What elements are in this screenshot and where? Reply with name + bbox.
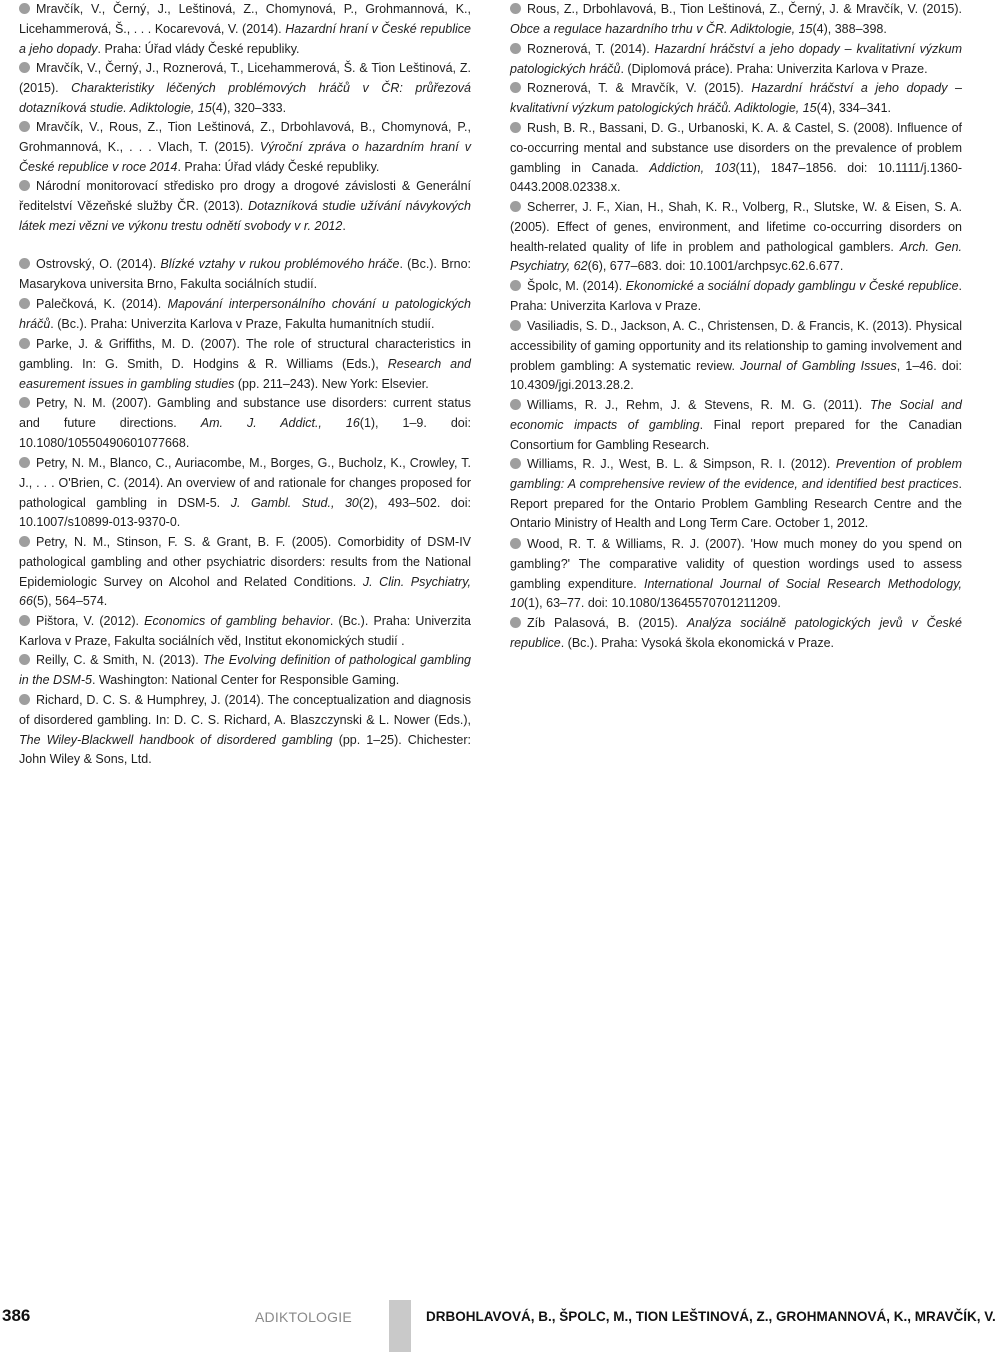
reference-entry <box>510 79 962 119</box>
bullet-dot-icon <box>19 62 30 73</box>
reference-text: Petry, N. M., Blanco, C., Auriacombe, M., Borges, G., Bucholz, K., Crowley, T. J., . . . O'Brien, C. (2014). An overview of and rationale for changes proposed for pathological gambling in DSM-5. J. Gambl. Stud., 30(2), 493–502. doi: 10.1007/s10899-013-9370-0. <box>19 456 471 530</box>
reference-text: Špolc, M. (2014). Ekonomické a sociální dopady gamblingu v České republice. Praha: Univerzita Karlova v Praze. <box>510 279 963 313</box>
reference-entry <box>510 198 962 277</box>
reference-text: Parke, J. & Griffiths, M. D. (2007). The role of structural characteristics in gambling. In: G. Smith, D. Hodgins & R. Williams (Eds.), Research and easurement issues in gambling studies (pp. 211–243). New York: Elsevier. <box>19 337 472 391</box>
bullet-dot-icon <box>510 3 521 14</box>
bullet-dot-icon <box>510 122 521 133</box>
reference-text: Mravčík, V., Černý, J., Roznerová, T., Licehammerová, Š. & Tion Leštinová, Z. (2015). Charakteristiky léčených problémových hráčů v ČR: průřezová dotazníková studie. Adiktologie, 15(4), 320–333. <box>19 61 471 115</box>
bullet-dot-icon <box>19 397 30 408</box>
reference-entry <box>19 255 471 295</box>
bullet-dot-icon <box>510 201 521 212</box>
reference-entry <box>19 118 471 177</box>
reference-entry <box>510 396 962 455</box>
reference-text: Palečková, K. (2014). Mapování interpersonálního chování u patologických hráčů. (Bc.). Praha: Univerzita Karlova v Praze, Fakulta humanitních studií. <box>19 297 471 331</box>
journal-name: ADIKTOLOGIE <box>255 1309 352 1325</box>
bullet-dot-icon <box>510 280 521 291</box>
bullet-dot-icon <box>19 121 30 132</box>
reference-entry <box>19 0 471 59</box>
bullet-dot-icon <box>510 43 521 54</box>
bullet-dot-icon <box>510 399 521 410</box>
reference-text: Richard, D. C. S. & Humphrey, J. (2014). The conceptualization and diagnosis of disordered gambling. In: D. C. S. Richard, A. Blaszczynski & L. Nower (Eds.), The Wiley-Blackwell handbook of disordered gambling (pp. 1–25). Chichester: John Wiley & Sons, Ltd. <box>19 693 471 767</box>
page-number: 386 <box>2 1306 31 1325</box>
bullet-dot-icon <box>19 694 30 705</box>
reference-text: Rous, Z., Drbohlavová, B., Tion Leštinová, Z., Černý, J. & Mravčík, V. (2015). Obce a regulace hazardního trhu v ČR. Adiktologie, 15(4), 388–398. <box>510 2 962 36</box>
reference-text: Ostrovský, O. (2014). Blízké vztahy v rukou problémového hráče. (Bc.). Brno: Masarykova universita Brno, Fakulta sociálních studií. <box>19 257 471 291</box>
reference-text: Rush, B. R., Bassani, D. G., Urbanoski, K. A. & Castel, S. (2008). Influence of co-occurring mental and substance use disorders on the prevalence of problem gambling in Canada. Addiction, 103(11), 1847–1856. doi: 10.1111/j.1360-0443.2008.02338.x. <box>510 121 962 195</box>
bullet-dot-icon <box>510 458 521 469</box>
reference-entry <box>510 0 962 40</box>
bullet-dot-icon <box>510 320 521 331</box>
reference-text: Roznerová, T. (2014). Hazardní hráčství a jeho dopady – kvalitativní výzkum patologických hráčů. (Diplomová práce). Praha: Univerzita Karlova v Praze. <box>510 42 962 76</box>
reference-entry <box>510 40 962 80</box>
bullet-dot-icon <box>19 258 30 269</box>
bullet-dot-icon <box>19 180 30 191</box>
reference-text: Mravčík, V., Černý, J., Leštinová, Z., Chomynová, P., Grohmannová, K., Licehammerová, Š., . . . Kocarevová, V. (2014). Hazardní hraní v České republice a jeho dopady. Praha: Úřad vlády České republiky. <box>19 2 471 56</box>
bullet-dot-icon <box>19 536 30 547</box>
reference-entry <box>19 295 471 335</box>
reference-entry <box>510 119 962 198</box>
bullet-dot-icon <box>510 82 521 93</box>
page-footer <box>0 1280 996 1352</box>
footer-divider <box>389 1300 411 1352</box>
reference-entry <box>510 277 962 317</box>
bullet-dot-icon <box>510 617 521 628</box>
bullet-dot-icon <box>19 3 30 14</box>
reference-entry <box>19 454 471 533</box>
reference-text: Reilly, C. & Smith, N. (2013). The Evolving definition of pathological gambling in the DSM-5. Washington: National Center for Responsible Gaming. <box>19 653 471 687</box>
reference-text: Mravčík, V., Rous, Z., Tion Leštinová, Z., Drbohlavová, B., Chomynová, P., Grohmannová, K., . . . Vlach, T. (2015). Výroční zpráva o hazardním hraní v České republice v roce 2014. Praha: Úřad vlády České republiky. <box>19 120 471 174</box>
reference-entry <box>19 177 471 236</box>
reference-text: Zíb Palasová, B. (2015). Analýza sociálně patologických jevů v České republice. (Bc.). Praha: Vysoká škola ekonomická v Praze. <box>510 616 963 650</box>
reference-entry <box>19 335 471 394</box>
reference-entry <box>510 317 962 396</box>
bullet-dot-icon <box>19 298 30 309</box>
reference-text: Wood, R. T. & Williams, R. J. (2007). 'How much money do you spend on gambling?' The comparative validity of question wordings used to assess gambling expenditure. International Journal of Social Research Methodology, 10(1), 63–77. doi: 10.1080/13645570701211209. <box>510 537 962 611</box>
reference-entry <box>510 455 962 534</box>
reference-text: Scherrer, J. F., Xian, H., Shah, K. R., Volberg, R., Slutske, W. & Eisen, S. A. (2005). Effect of genes, environment, and lifetime co-occurring disorders on health-related quality of life in problem and pathological gamblers. Arch. Gen. Psychiatry, 62(6), 677–683. doi: 10.1001/archpsyc.62.6.677. <box>510 200 963 274</box>
reference-entry <box>510 535 962 614</box>
reference-entry <box>19 533 471 612</box>
bullet-dot-icon <box>19 338 30 349</box>
reference-entry <box>19 612 471 652</box>
bullet-dot-icon <box>510 538 521 549</box>
reference-text: Roznerová, T. & Mravčík, V. (2015). Hazardní hráčství a jeho dopady – kvalitativní výzkum patologických hráčů. Adiktologie, 15(4), 334–341. <box>510 81 962 115</box>
reference-text: Petry, N. M., Stinson, F. S. & Grant, B. F. (2005). Comorbidity of DSM-IV pathological gambling and other psychiatric disorders: results from the National Epidemiologic Survey on Alcohol and Related Conditions. J. Clin. Psychiatry, 66(5), 564–574. <box>19 535 471 609</box>
reference-entry <box>19 59 471 118</box>
reference-text: Williams, R. J., Rehm, J. & Stevens, R. M. G. (2011). The Social and economic impacts of gambling. Final report prepared for the Canadian Consortium for Gambling Research. <box>510 398 962 452</box>
bullet-dot-icon <box>19 654 30 665</box>
reference-entry <box>510 614 962 654</box>
reference-text: Williams, R. J., West, B. L. & Simpson, R. I. (2012). Prevention of problem gambling: A comprehensive review of the evidence, and identified best practices. Report prepared for the Ontario Problem Gambling Research Centre and the Ontario Ministry of Health and Long Term Care. October 1, 2012. <box>510 457 963 531</box>
running-authors: DRBOHLAVOVÁ, B., ŠPOLC, M., TION LEŠTINOVÁ, Z., GROHMANNOVÁ, K., MRAVČÍK, V. <box>426 1309 996 1324</box>
reference-entry <box>19 394 471 453</box>
reference-entry <box>19 651 471 691</box>
reference-entry <box>19 691 471 770</box>
reference-text: Vasiliadis, S. D., Jackson, A. C., Christensen, D. & Francis, K. (2013). Physical accessibility of gaming opportunity and its relationship to gaming involvement and problem gambling: A systematic review. Journal of Gambling Issues, 1–46. doi: 10.4309/jgi.2013.28.2. <box>510 319 963 393</box>
reference-text: Národní monitorovací středisko pro drogy a drogové závislosti & Generální ředitelství Vězeňské služby ČR. (2013). Dotazníková studie užívání návykových látek mezi vězni ve výkonu trestu odnětí svobody v r. 2012. <box>19 179 471 233</box>
bullet-dot-icon <box>19 457 30 468</box>
bullet-dot-icon <box>19 615 30 626</box>
reference-text: Pištora, V. (2012). Economics of gambling behavior. (Bc.). Praha: Univerzita Karlova v Praze, Fakulta sociálních věd, Institut ekonomických studií . <box>19 614 472 648</box>
reference-text: Petry, N. M. (2007). Gambling and substance use disorders: current status and future directions. Am. J. Addict., 16(1), 1–9. doi: 10.1080/10550490601077668. <box>19 396 471 450</box>
